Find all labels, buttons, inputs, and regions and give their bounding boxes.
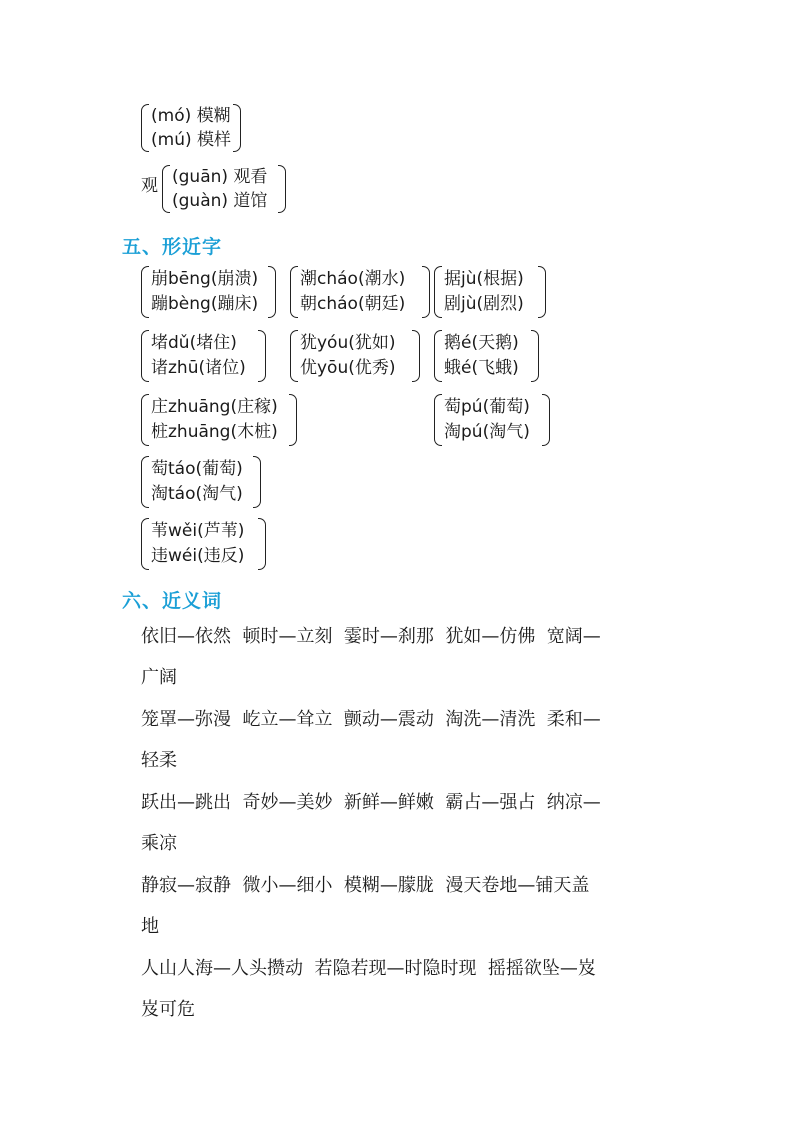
left-brace bbox=[434, 394, 442, 446]
group-line: 违wéi(违反) bbox=[151, 546, 245, 566]
group-line: 庄zhuāng(庄稼) bbox=[151, 397, 278, 417]
group-line: 朝cháo(朝廷) bbox=[300, 294, 406, 314]
right-brace bbox=[268, 266, 276, 318]
group-line: 诸zhū(诸位) bbox=[151, 358, 246, 378]
similar-char-group bbox=[141, 266, 276, 318]
right-brace bbox=[289, 394, 297, 446]
similar-char-group bbox=[434, 394, 550, 446]
group-line: 优yōu(优秀) bbox=[300, 358, 396, 378]
group-line: 淘táo(淘气) bbox=[151, 484, 243, 504]
left-brace bbox=[434, 266, 442, 318]
group-line: (mó) 模糊 bbox=[151, 106, 231, 126]
group-line: 鹅é(天鹅) bbox=[444, 333, 519, 353]
left-brace bbox=[141, 330, 149, 382]
group-line: 蛾é(飞蛾) bbox=[444, 358, 519, 378]
right-brace bbox=[542, 394, 550, 446]
group-line: 苇wěi(芦苇) bbox=[151, 521, 245, 541]
right-brace bbox=[258, 330, 266, 382]
group-line: 淘pú(淘气) bbox=[444, 422, 530, 442]
synonym-line: 乘凉 bbox=[141, 833, 177, 854]
left-brace bbox=[434, 330, 442, 382]
group-line: 犹yóu(犹如) bbox=[300, 333, 396, 353]
similar-char-group bbox=[434, 266, 546, 318]
synonym-line: 依旧—依然 顿时—立刻 霎时—刹那 犹如—仿佛 宽阔— bbox=[141, 626, 601, 647]
polyphone-group-mo bbox=[141, 104, 241, 152]
group-line: 萄táo(葡萄) bbox=[151, 459, 243, 479]
group-line: 萄pú(葡萄) bbox=[444, 397, 530, 417]
left-brace bbox=[141, 266, 149, 318]
synonym-line: 跃出—跳出 奇妙—美妙 新鲜—鲜嫩 霸占—强占 纳凉— bbox=[141, 792, 601, 813]
group-line: 堵dǔ(堵住) bbox=[151, 333, 237, 353]
group-line: 潮cháo(潮水) bbox=[300, 269, 406, 289]
similar-char-group bbox=[141, 456, 261, 508]
synonym-line: 静寂—寂静 微小—细小 模糊—朦胧 漫天卷地—铺天盖 bbox=[141, 875, 590, 896]
left-brace bbox=[141, 456, 149, 508]
synonym-line: 地 bbox=[141, 916, 159, 937]
synonym-line: 岌可危 bbox=[141, 999, 195, 1020]
synonym-line: 人山人海—人头攒动 若隐若现—时隐时现 摇摇欲坠—岌 bbox=[141, 958, 596, 979]
similar-char-group bbox=[141, 330, 266, 382]
similar-char-group bbox=[290, 330, 420, 382]
synonym-line: 笼罩—弥漫 屹立—耸立 颤动—震动 淘洗—清洗 柔和— bbox=[141, 709, 601, 730]
synonym-line: 轻柔 bbox=[141, 750, 177, 771]
right-brace bbox=[233, 104, 241, 152]
group-line: 据jù(根据) bbox=[444, 269, 524, 289]
group-line: (guàn) 道馆 bbox=[172, 191, 268, 211]
group-line: 桩zhuāng(木桩) bbox=[151, 422, 278, 442]
similar-char-group bbox=[141, 518, 266, 570]
right-brace bbox=[412, 330, 420, 382]
right-brace bbox=[538, 266, 546, 318]
right-brace bbox=[253, 456, 261, 508]
similar-char-group bbox=[434, 330, 539, 382]
polyphone-group-guan bbox=[162, 165, 286, 213]
right-brace bbox=[258, 518, 266, 570]
synonym-line: 广阔 bbox=[141, 667, 177, 688]
similar-char-group bbox=[290, 266, 430, 318]
left-brace bbox=[141, 104, 149, 152]
left-brace bbox=[141, 394, 149, 446]
group-line: (mú) 模样 bbox=[151, 130, 232, 150]
group-prefix: 观 bbox=[141, 176, 158, 196]
left-brace bbox=[290, 330, 298, 382]
group-line: 剧jù(剧烈) bbox=[444, 294, 524, 314]
right-brace bbox=[531, 330, 539, 382]
group-line: (guān) 观看 bbox=[172, 167, 268, 187]
right-brace bbox=[278, 165, 286, 213]
section-heading-similar-chars: 五、形近字 bbox=[122, 236, 223, 258]
left-brace bbox=[162, 165, 170, 213]
section-heading-synonyms: 六、近义词 bbox=[122, 590, 223, 612]
right-brace bbox=[422, 266, 430, 318]
similar-char-group bbox=[141, 394, 297, 446]
group-line: 蹦bèng(蹦床) bbox=[151, 294, 259, 314]
left-brace bbox=[290, 266, 298, 318]
group-line: 崩bēng(崩溃) bbox=[151, 269, 259, 289]
left-brace bbox=[141, 518, 149, 570]
